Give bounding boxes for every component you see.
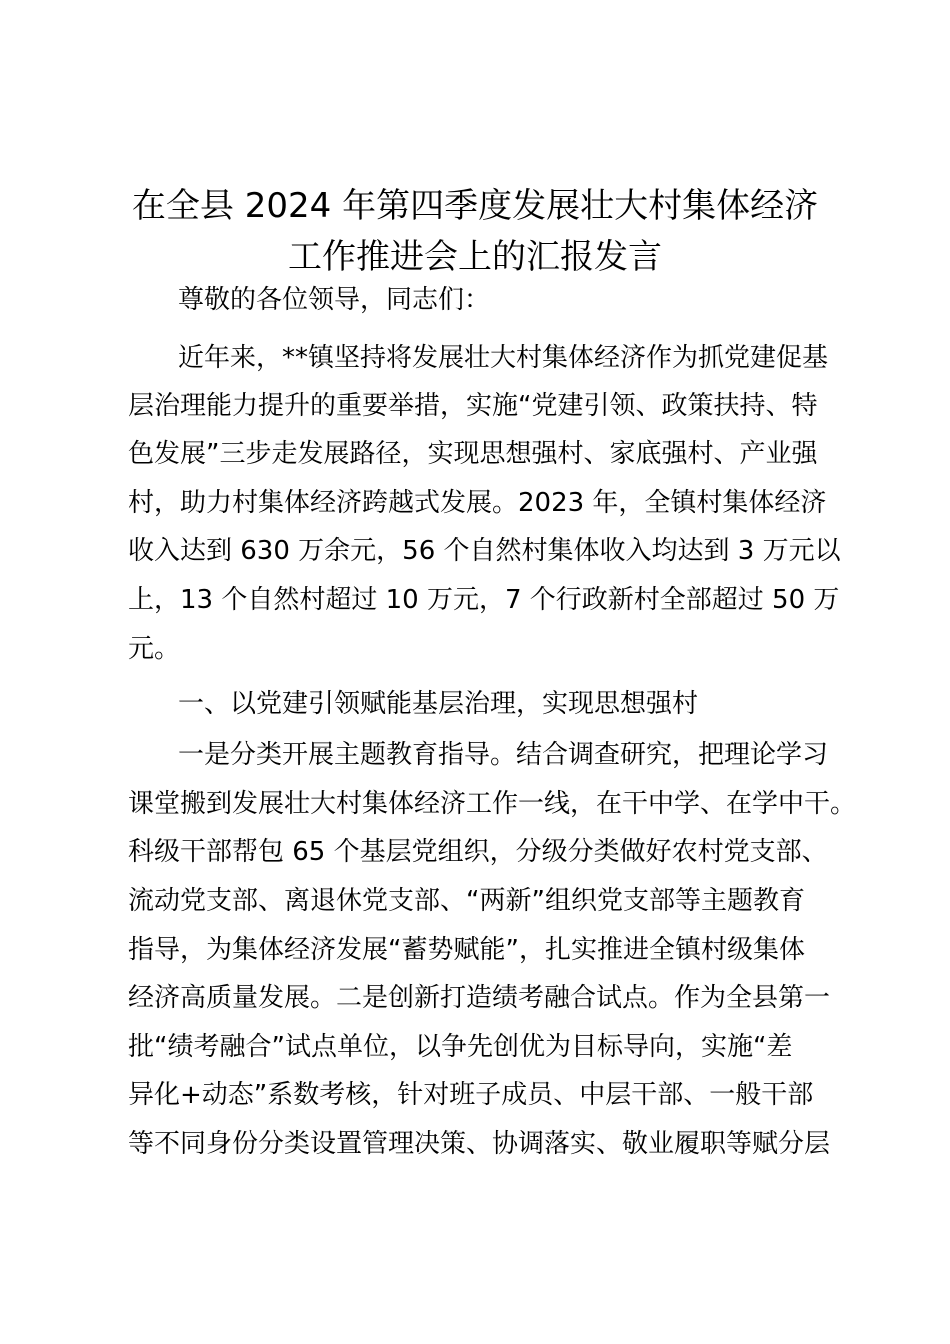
paragraph-line: 色发展”三步走发展路径，实现思想强村、家底强村、产业强 [128,439,818,469]
paragraph-line: 流动党支部、离退休党支部、“两新”组织党支部等主题教育 [128,886,805,916]
paragraph-line: 近年来，**镇坚持将发展壮大村集体经济作为抓党建促基 [178,343,829,373]
salutation: 尊敬的各位领导，同志们： [178,285,491,315]
paragraph-line: 层治理能力提升的重要举措，实施“党建引领、政策扶持、特 [128,391,818,421]
paragraph-line: 批“绩考融合”试点单位，以争先创优为目标导向，实施“差 [128,1032,793,1062]
title-line-1: 在全县 2024 年第四季度发展壮大村集体经济 [131,186,819,226]
paragraph-line: 上，13 个自然村超过 10 万元，7 个行政新村全部超过 50 万 [128,585,840,615]
paragraph-line: 科级干部帮包 65 个基层党组织，分级分类做好农村党支部、 [128,837,828,867]
paragraph-line: 收入达到 630 万余元，56 个自然村集体收入均达到 3 万元以 [128,536,841,566]
paragraph-line: 课堂搬到发展壮大村集体经济工作一线，在干中学、在学中干。 [128,789,857,819]
paragraph-line: 一是分类开展主题教育指导。结合调查研究，把理论学习 [178,740,829,770]
paragraph-line: 等不同身份分类设置管理决策、协调落实、敬业履职等赋分层 [128,1129,831,1159]
paragraph-line: 元。 [128,634,181,664]
paragraph-line: 村，助力村集体经济跨越式发展。2023 年，全镇村集体经济 [128,488,827,518]
section-heading: 一、以党建引领赋能基层治理，实现思想强村 [178,689,699,719]
paragraph-line: 指导，为集体经济发展“蓄势赋能”，扎实推进全镇村级集体 [128,935,805,965]
title-line-2: 工作推进会上的汇报发言 [288,237,662,277]
paragraph-line: 经济高质量发展。二是创新打造绩考融合试点。作为全县第一 [128,983,831,1013]
paragraph-line: 异化+动态”系数考核，针对班子成员、中层干部、一般干部 [128,1080,814,1110]
